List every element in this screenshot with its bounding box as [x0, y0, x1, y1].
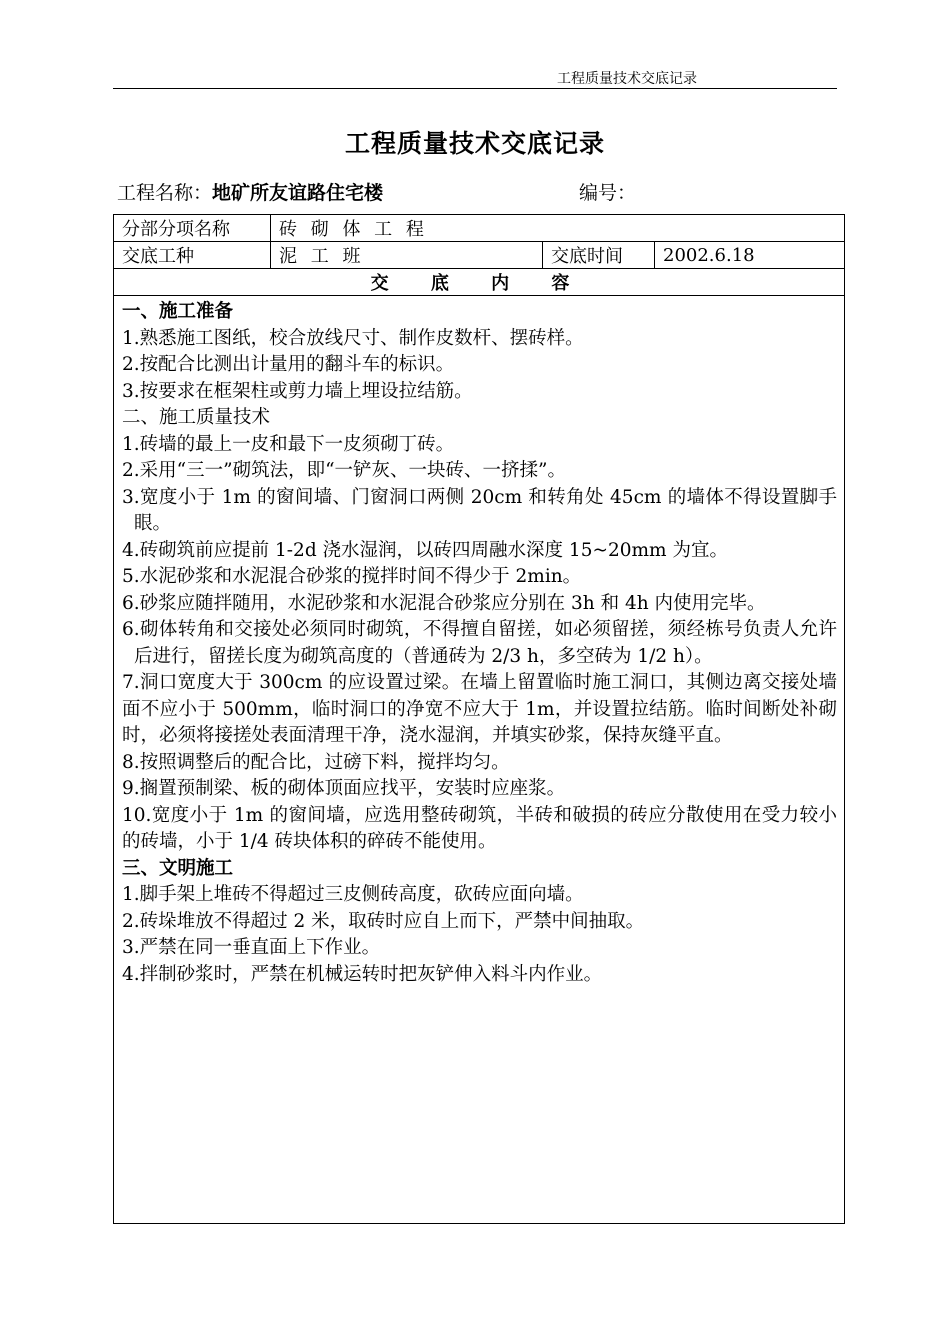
- list-item: 2.砖垛堆放不得超过 2 米，取砖时应自上而下，严禁中间抽取。: [122, 910, 645, 932]
- section-header: 交 底 内 容: [114, 269, 845, 296]
- trade-label: 交底工种: [114, 242, 271, 269]
- running-header-text: 工程质量技术交底记录: [557, 71, 697, 87]
- table-row: [114, 242, 845, 269]
- project-value: 地矿所友谊路住宅楼: [212, 182, 384, 204]
- list-item: 1.砖墙的最上一皮和最下一皮须砌丁砖。: [122, 433, 455, 455]
- content-box: [113, 295, 845, 1224]
- list-item: 5.水泥砂浆和水泥混合砂浆的搅拌时间不得少于 2min。: [122, 566, 582, 587]
- list-item: 4.砖砌筑前应提前 1-2d 浇水湿润，以砖四周融水深度 15~20mm 为宜。: [122, 539, 728, 561]
- table-row: [114, 269, 845, 296]
- document-title: 工程质量技术交底记录: [344, 129, 605, 158]
- list-item: 6.砌体转角和交接处必须同时砌筑，不得擅自留搓，如必须留搓，须经栋号负责人允许后进行，留搓长度为砌筑高度的（普通砖为 2/3 h，多空砖为 1/2 h）。: [122, 619, 837, 667]
- list-item: 4.拌制砂浆时，严禁在机械运转时把灰铲伸入料斗内作业。: [122, 963, 603, 985]
- list-item: 2.按配合比测出计量用的翻斗车的标识。: [122, 354, 455, 375]
- list-item: 1.熟悉施工图纸，校合放线尺寸、制作皮数杆、摆砖样。: [122, 327, 584, 349]
- list-item: 7.洞口宽度大于 300cm 的应设置过梁。在墙上留置临时施工洞口，其侧边离交接处墙面不应小于 500mm，临时洞口的净宽不应大于 1m，并设置拉结筋。临时间断处补砌时，必须将接搓处表面清理干净，浇水湿润，并填实砂浆，保持灰缝平直。: [122, 672, 837, 746]
- time-value: 2002.6.18: [655, 242, 845, 269]
- list-item: 8.按照调整后的配合比，过磅下料，搅拌均匀。: [122, 751, 510, 773]
- project-label: 工程名称：: [117, 182, 213, 204]
- number-line: [579, 178, 636, 205]
- list-item: 3.按要求在框架柱或剪力墙上埋设拉结筋。: [122, 380, 473, 402]
- list-item: 10.宽度小于 1m 的窗间墙，应选用整砖砌筑，半砖和破损的砖应分散使用在受力较小的砖墙，小于 1/4 砖块体积的碎砖不能使用。: [122, 804, 837, 852]
- subproject-value: 砖 砌 体 工 程: [271, 215, 845, 242]
- list-item: 3.严禁在同一垂直面上下作业。: [122, 937, 381, 958]
- list-item: 1.脚手架上堆砖不得超过三皮侧砖高度，砍砖应面向墙。: [122, 884, 584, 905]
- trade-value: 泥 工 班: [271, 242, 543, 269]
- time-label: 交底时间: [543, 242, 655, 269]
- number-label: 编号：: [579, 182, 637, 204]
- list-item: 6.砂浆应随拌随用，水泥砂浆和水泥混合砂浆应分别在 3h 和 4h 内使用完毕。: [122, 592, 766, 614]
- content-body: [122, 299, 837, 988]
- section-heading: 一、施工准备: [122, 301, 234, 322]
- running-header: [113, 66, 837, 89]
- list-item: 9.搁置预制梁、板的砌体顶面应找平，安装时应座浆。: [122, 778, 566, 799]
- info-table: [113, 214, 845, 296]
- table-row: [114, 215, 845, 242]
- section-heading: 二、施工质量技术: [122, 407, 271, 428]
- subproject-label: 分部分项名称: [114, 215, 271, 242]
- project-name-line: [117, 178, 383, 205]
- list-item: 3.宽度小于 1m 的窗间墙、门窗洞口两侧 20cm 和转角处 45cm 的墙体不得设置脚手眼。: [122, 486, 837, 534]
- section-heading: 三、文明施工: [122, 857, 234, 879]
- list-item: 2.采用“三一”砌筑法，即“一铲灰、一块砖、一挤揉”。: [122, 460, 566, 481]
